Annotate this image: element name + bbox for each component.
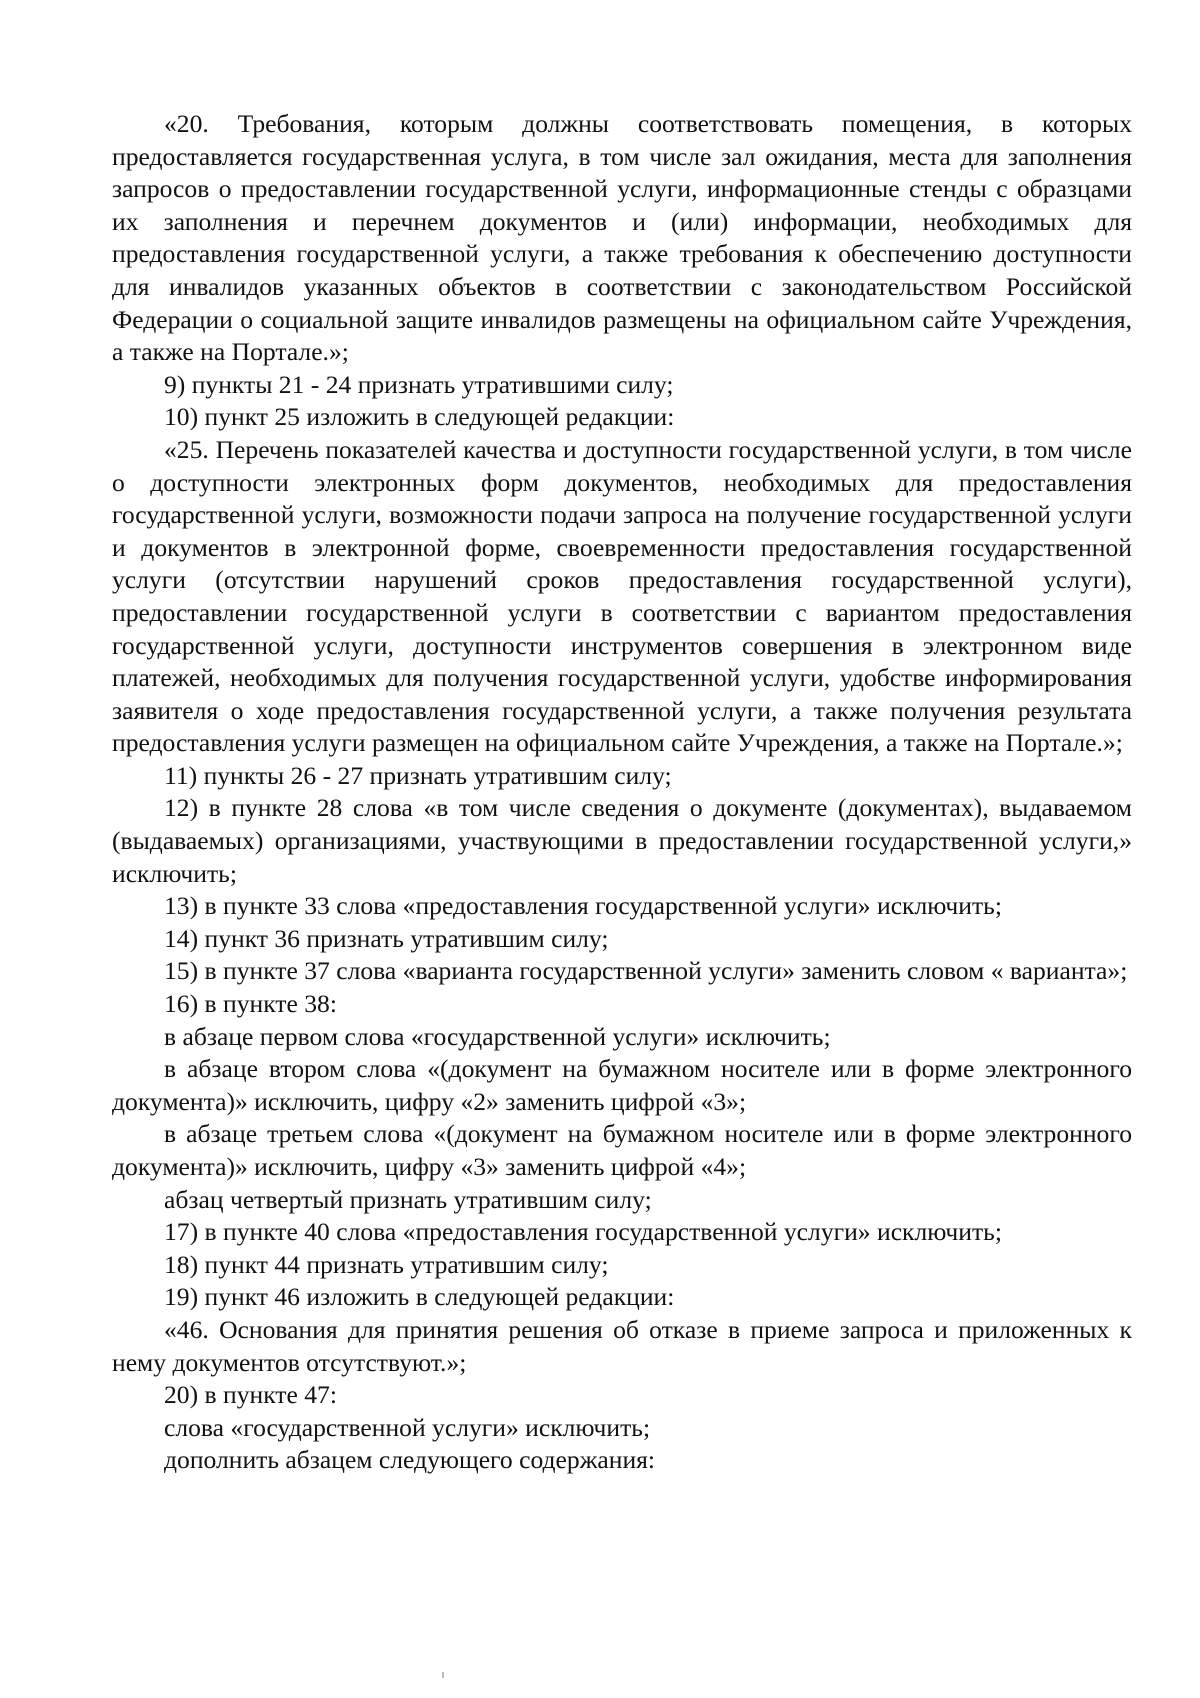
paragraph-20-supplement: дополнить абзацем следующего содержания: xyxy=(164,1445,656,1475)
paragraph-item-11: 11) пункты 26 - 27 признать утратившим силу; xyxy=(164,760,672,790)
paragraph-item-18: 18) пункт 44 признать утратившим силу; xyxy=(164,1249,609,1279)
paragraph-item-19: 19) пункт 46 изложить в следующей редакции: xyxy=(164,1282,675,1312)
paragraph-16-abzac-1: в абзаце первом слова «государственной услуги» исключить; xyxy=(164,1021,831,1051)
paragraph-46-grounds: «46. Основания для принятия решения об отказе в приеме запроса и приложенных к нему документов отсутствуют.»; xyxy=(112,1314,1132,1377)
paragraph-16-abzac-2: в абзаце втором слова «(документ на бумажном носителе или в форме электронного документа)» исключить, цифру «2» заменить цифрой «3»; xyxy=(112,1054,1132,1116)
paragraph-item-15: 15) в пункте 37 слова «варианта государственной услуги» заменить словом « варианта»; xyxy=(164,956,1128,986)
paragraph-item-12: 12) в пункте 28 слова «в том числе сведения о документе (документах), выдаваемом (выдаваемых) организациями, участвующими в предоставлении государственной услуги,» исключить; xyxy=(112,793,1132,888)
paragraph-item-17: 17) в пункте 40 слова «предоставления государственной услуги» исключить; xyxy=(164,1217,1002,1247)
paragraph-item-20: 20) в пункте 47: xyxy=(164,1380,337,1410)
paragraph-20-requirements: «20. Требования, которым должны соответствовать помещения, в которых предоставляется государственная услуга, в том числе зал ожидания, места для заполнения запросов о предоставлении государственной услуги, информационные стенды с образцами их заполнения и перечнем документов и (или) информации, необходимых для предоставления государственной услуги, а также требования к обеспечению доступности для инвалидов указанных объектов в соответствии с законодательством Российской Федерации о социальной защите инвалидов размещены на официальном сайте Учреждения, а также на Портале.»; xyxy=(112,109,1132,367)
paragraph-item-9: 9) пункты 21 - 24 признать утратившими силу; xyxy=(164,369,674,399)
paragraph-20-words: слова «государственной услуги» исключить; xyxy=(164,1412,651,1442)
scan-speck xyxy=(442,1672,444,1678)
paragraph-item-14: 14) пункт 36 признать утратившим силу; xyxy=(164,923,609,953)
paragraph-item-16: 16) в пункте 38: xyxy=(164,989,337,1019)
paragraph-item-10: 10) пункт 25 изложить в следующей редакции: xyxy=(164,402,675,432)
paragraph-16-abzac-4: абзац четвертый признать утратившим силу; xyxy=(164,1184,652,1214)
document-body xyxy=(112,108,1132,1477)
paragraph-item-13: 13) в пункте 33 слова «предоставления государственной услуги» исключить; xyxy=(164,891,1002,921)
paragraph-16-abzac-3: в абзаце третьем слова «(документ на бумажном носителе или в форме электронного документа)» исключить, цифру «3» заменить цифрой «4»; xyxy=(112,1119,1132,1181)
paragraph-25-indicators: «25. Перечень показателей качества и доступности государственной услуги, в том числе о доступности электронных форм документов, необходимых для предоставления государственной услуги, возможности подачи запроса на получение государственной услуги и документов в электронной форме, своевременности предоставления государственной услуги (отсутствии нарушений сроков предоставления государственной услуги), предоставлении государственной услуги в соответствии с вариантом предоставления государственной услуги, доступности инструментов совершения в электронном виде платежей, необходимых для получения государственной услуги, удобстве информирования заявителя о ходе предоставления государственной услуги, а также получения результата предоставления услуги размещен на официальном сайте Учреждения, а также на Портале.»; xyxy=(112,434,1132,758)
